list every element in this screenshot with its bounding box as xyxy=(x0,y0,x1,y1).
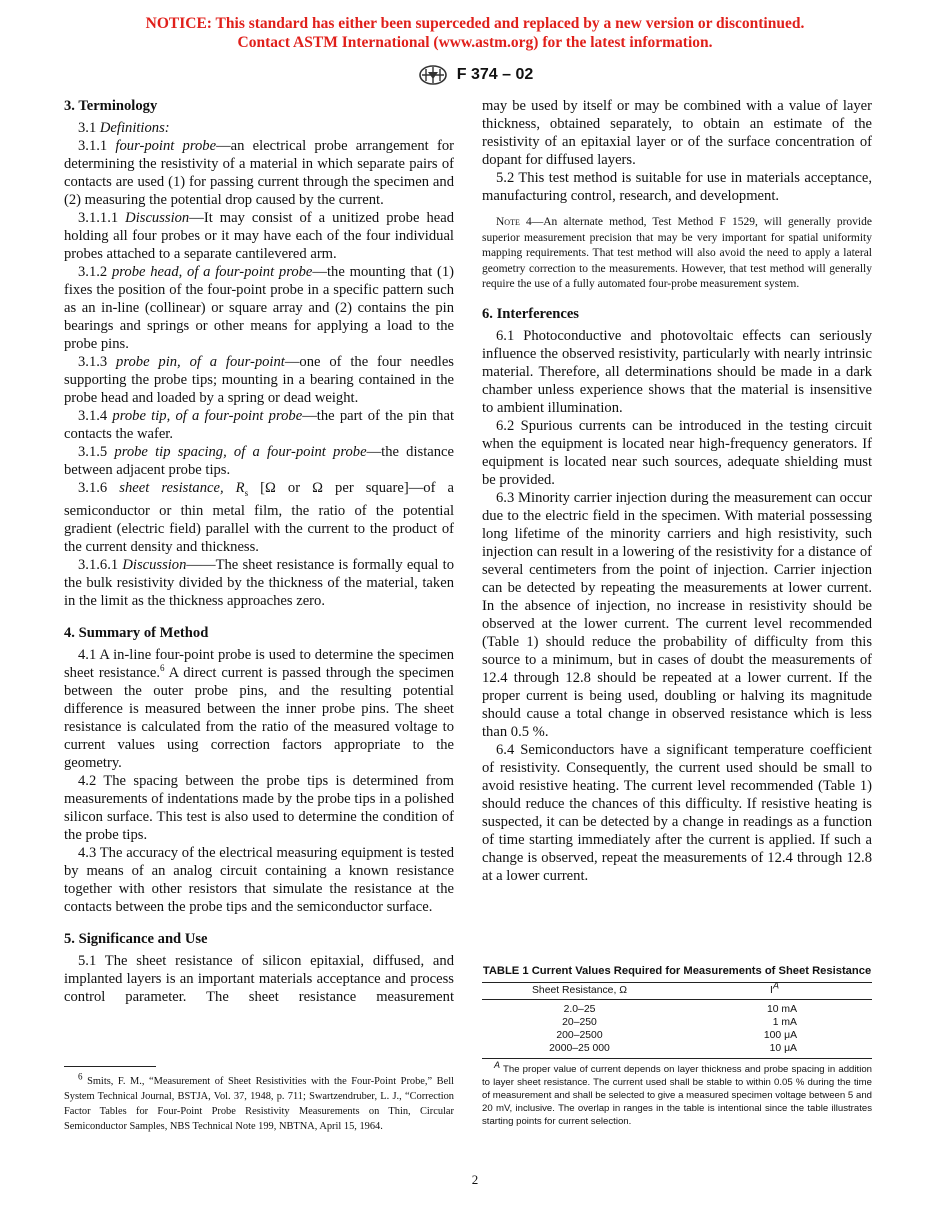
definition-text: —the part of the pin that contacts the wafer. xyxy=(64,408,454,442)
term: Definitions: xyxy=(99,120,170,136)
para-5-1: 5.1 The sheet resistance of silicon epitaxial, diffused, and implanted layers is an important materials acceptance and process control parameter. The sheet resistance measurement xyxy=(64,952,454,1005)
column-header-current xyxy=(677,980,872,1000)
para-6-2: 6.2 Spurious currents can be introduced in the testing circuit when the equipment is located near high-frequency generators. If equipment is located near such sources, adequate shielding must be provided. xyxy=(482,417,872,488)
column-header-sheet-resistance: Sheet Resistance, Ω xyxy=(482,983,677,1000)
footnote-ref: 6 xyxy=(160,663,165,674)
para-4-2: 4.2 The spacing between the probe tips is determined from measurements of indentations made by the probe tips in a polished silicon surface. This test is also used to determine the condition of the probe tips. xyxy=(64,772,454,843)
table-row xyxy=(482,1000,872,1017)
para-4-1 xyxy=(64,646,454,772)
para-3-1-2 xyxy=(64,263,454,353)
definition-text: —one of the four needles supporting the probe tips; mounting in a bearing contained in the probe head and loaded by a spring or dead weight. xyxy=(64,354,454,406)
para-3-1-5 xyxy=(64,443,454,479)
para-number: 3.1.6.1 xyxy=(78,556,123,573)
page-number: 2 xyxy=(471,1172,479,1187)
cell-range: 2.0–25 xyxy=(563,1004,596,1015)
table-row xyxy=(482,1042,872,1059)
para-number: 3.1.5 xyxy=(78,444,115,460)
para-3-1-1 xyxy=(64,137,454,209)
term: probe pin, of a four-point xyxy=(116,354,285,370)
notice-line-1: NOTICE: This standard has either been superceded and replaced by a new version or discontinued. xyxy=(145,15,805,32)
cell-current: 1 mA xyxy=(772,1017,797,1028)
notice-line-2: Contact ASTM International (www.astm.org) for the latest information. xyxy=(237,34,713,51)
table-1 xyxy=(482,964,872,1128)
footnote-mark: A xyxy=(494,1059,501,1070)
section-4-heading: 4. Summary of Method xyxy=(64,624,209,641)
para-3-1-1-1 xyxy=(64,209,454,263)
cell-range: 2000–25 000 xyxy=(482,1042,677,1059)
para-number: 3.1.2 xyxy=(78,264,112,280)
left-column xyxy=(64,97,454,1006)
definition-text: —the mounting that (1) fixes the position of the four-point probe in a specific pattern such as an in-line (collinear) or square array and (2) contains the pin bearings and springs or other means for applying a load to the probe pins. xyxy=(64,264,454,352)
section-6-heading: 6. Interferences xyxy=(482,305,579,322)
page-header xyxy=(0,64,950,86)
footnote-ref: A xyxy=(772,980,779,991)
para-3-1-6-1 xyxy=(64,556,454,610)
para-3-1-3 xyxy=(64,353,454,407)
note-text: 4—An alternate method, Test Method F 1529, will generally provide superior measurement precision that may be very important for spatial uniformity mapping requirements. That test method will also avoid the need to apply a lateral geometry correction to the measurements. However, that test method will generally require the use of a fully automated four-probe measurement system. xyxy=(482,216,872,290)
table-footnote xyxy=(482,1059,872,1128)
notice-banner xyxy=(0,14,950,52)
footnote-text: Smits, F. M., “Measurement of Sheet Resistivities with the Four-Point Probe,” Bell System Technical Journal, BSTJA, Vol. 37, 1948, p. 711; Swartzendruber, L. J., “Correction Factor Tables for Four-Point Probe Resistivity Measurements on Thin, Circular Semiconductor Samples, NBS Technical Note 199, NBTNA, April 15, 1964. xyxy=(64,1076,454,1132)
cell-current: 10 μA xyxy=(677,1042,872,1059)
para-number: 3.1.1.1 xyxy=(78,210,126,226)
definition-text: ——The sheet resistance is formally equal to the bulk resistivity divided by the thickness of the material, taken in the limit as the thickness approaches zero. xyxy=(64,556,454,609)
standard-designation: F 374 – 02 xyxy=(456,66,534,83)
para-3-1-6 xyxy=(64,479,454,556)
footnote-mark: 6 xyxy=(78,1071,83,1082)
cell-current: 100 μA xyxy=(763,1030,797,1041)
term: probe head, of a four-point probe xyxy=(111,264,313,280)
para-3-1 xyxy=(64,119,454,137)
para-number: 3.1.4 xyxy=(78,408,113,424)
header-text: I xyxy=(770,985,773,996)
para-6-3: 6.3 Minority carrier injection during the measurement can occur due to the electric field in the specimen. With material possessing long lifetime of the minority carriers and high resistivity, such injection can result in a lowering of the resistivity for a distance of several centimeters from the point of injection. Carrier injection can be detected by repeating the measurements at lower current. In the absence of injection, no increase in resistivity should be observed at the lower current. The current level recommended (Table 1) should reduce the probability of difficulty from this source to a minimum, but in cases of doubt the measurements of 12.4 through 12.8 should be repeated at a lower current. If the proper current is being used, doubling or halving its magnitude should cause a total change in observed resistance which is less than 0.5 %. xyxy=(482,489,872,740)
para-text: 4.1 A in-line four-point probe is used to determine the specimen sheet resistance. xyxy=(64,646,454,681)
term: probe tip spacing, of a four-point probe xyxy=(114,444,367,460)
note-4 xyxy=(482,215,872,293)
para-number: 3.1 xyxy=(78,120,100,136)
right-column xyxy=(482,97,872,885)
footnote-rule xyxy=(64,1066,156,1067)
section-5-heading: 5. Significance and Use xyxy=(64,930,208,947)
term: probe tip, of a four-point probe xyxy=(112,408,303,424)
definition-text: —an electrical probe arrangement for determining the resistivity of a material in which separate pairs of contacts are used (1) for passing current through the specimen and (2) measuring the potential drop caused by the current. xyxy=(64,138,454,208)
para-6-1: 6.1 Photoconductive and photovoltaic effects can seriously influence the observed resistivity, particularly with nearly intrinsic material. Therefore, all determinations should be made in a dark chamber unless experience shows that the material is insensitive to ambient illumination. xyxy=(482,327,872,416)
definition-text: —It may consist of a unitized probe head holding all four probes or it may have each of the four individual probes attached to a separate cantilevered arm. xyxy=(64,210,455,262)
term: sheet resistance, R xyxy=(119,480,245,496)
note-label: Note xyxy=(496,216,520,228)
table-row xyxy=(482,1016,872,1029)
para-6-4: 6.4 Semiconductors have a significant temperature coefficient of resistivity. Consequently, the current used should be small to avoid resistive heating. The current level recommended (Table 1) should reduce the chances of this difficulty. If resistive heating is suspected, it can be detected by a change in readings as a function of time starting immediately after the current is applied. If such a change is observed, repeat the measurements of 12.4 through 12.8 at a lower current. xyxy=(482,741,872,884)
para-number: 3.1.6 xyxy=(78,480,120,496)
section-3-heading: 3. Terminology xyxy=(64,98,158,114)
para-text: A direct current is passed through the specimen between the outer probe pins, and the resulting potential difference is measured between the inner probe pins. The sheet resistance is calculated from the ratio of the measured voltage to current values using correction factors appropriate to the geometry. xyxy=(64,664,454,771)
term: four-point probe xyxy=(115,138,217,154)
definition-text: —the distance between adjacent probe tips. xyxy=(64,444,454,478)
subscript: s xyxy=(244,487,249,498)
para-5-2: 5.2 This test method is suitable for use in materials acceptance, manufacturing control, research, and development. xyxy=(482,170,872,204)
para-3-1-4 xyxy=(64,407,454,443)
footnote-6 xyxy=(64,1071,454,1134)
term: Discussion xyxy=(125,210,190,226)
cell-range: 20–250 xyxy=(562,1017,597,1028)
current-values-table xyxy=(482,982,872,1059)
cell-range: 200–2500 xyxy=(556,1030,603,1041)
para-number: 3.1.1 xyxy=(78,138,116,154)
para-number: 3.1.3 xyxy=(78,354,117,370)
term: Discussion xyxy=(122,556,187,573)
table-row xyxy=(482,1029,872,1042)
footnote-text: The proper value of current depends on layer thickness and probe spacing in addition to layer sheet resistance. The current used shall be stable to within 0.05 % during the time of measurement and shall be selected to give a measured specimen voltage between 5 and 20 mV, inclusive. The overlap in ranges in the table is intentional since the table illustrates starting points for current selection. xyxy=(482,1064,872,1127)
para-5-1-continued: may be used by itself or may be combined with a value of layer thickness, obtained separately, to obtain an estimate of the resistivity of an epitaxial layer or of the surface concentration of dopant for diffused layers. xyxy=(482,98,872,168)
astm-logo-icon xyxy=(417,64,449,86)
para-4-3: 4.3 The accuracy of the electrical measuring equipment is tested by means of an analog circuit containing a known resistance together with other resistors that simulate the resistance at the contacts between the probe tips and the semiconductor surface. xyxy=(64,844,454,915)
cell-current: 10 mA xyxy=(766,1004,797,1015)
definition-text: [Ω or Ω per square]—of a semiconductor or thin metal film, the ratio of the potential gradient (electric field) parallel with the current to the product of the current density and thickness. xyxy=(64,480,454,555)
table-title: TABLE 1 Current Values Required for Measurements of Sheet Resistance xyxy=(482,965,872,977)
